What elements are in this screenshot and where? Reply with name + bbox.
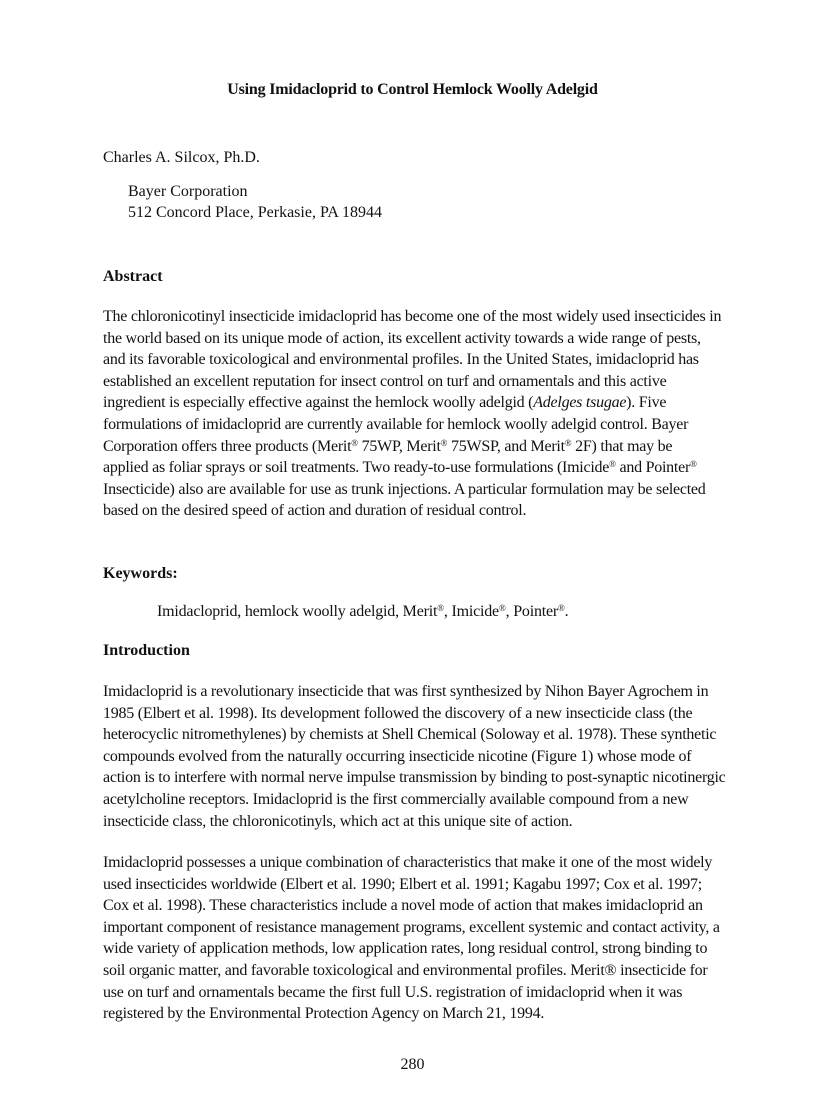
text-line <box>103 436 748 458</box>
abstract-heading: Abstract <box>103 268 163 285</box>
text-line: use on turf and ornamentals became the first full U.S. registration of imidacloprid when it was <box>103 983 683 1001</box>
introduction-paragraph-2 <box>103 852 748 1025</box>
text-line: established an excellent reputation for insect control on turf and ornamentals and this active <box>103 372 667 390</box>
text-line: important component of resistance management programs, excellent systemic and contact activity, a <box>103 918 720 936</box>
text-line: action is to interfere with normal nerve impulse transmission by binding to post-synaptic nicotinergic <box>103 769 726 787</box>
registered-mark: ® <box>437 603 444 613</box>
text-segment: Imidacloprid, hemlock woolly adelgid, Merit <box>157 603 438 620</box>
text-segment: ). Five <box>626 394 667 412</box>
text-segment: , Imicide <box>443 603 499 620</box>
text-segment: 2F) that may be <box>571 437 673 455</box>
registered-mark: ® <box>351 437 358 448</box>
text-segment: applied as foliar sprays or soil treatments. Two ready-to-use formulations (Imicide <box>103 459 610 477</box>
text-segment: 75WP, Merit <box>357 437 441 455</box>
text-line <box>103 457 748 479</box>
text-line: heterocyclic nitromethylenes) by chemists at Shell Chemical (Soloway et al. 1978). These synthetic <box>103 726 717 744</box>
text-line: the world based on its unique mode of action, its excellent activity towards a wide range of pests, <box>103 329 701 347</box>
author-name: Charles A. Silcox, Ph.D. <box>103 149 260 166</box>
text-line: and its favorable toxicological and environmental profiles. In the United States, imidacloprid has <box>103 351 699 369</box>
abstract-paragraph <box>103 306 748 522</box>
keywords-list <box>157 603 568 621</box>
text-segment: Corporation offers three products (Merit <box>103 437 352 455</box>
text-line: used insecticides worldwide (Elbert et al. 1990; Elbert et al. 1991; Kagabu 1997; Cox et al. 1997; <box>103 875 702 893</box>
text-line: acetylcholine receptors. Imidacloprid is the first commercially available compound from a new <box>103 790 689 808</box>
text-segment: . <box>564 603 569 620</box>
introduction-heading: Introduction <box>103 642 190 659</box>
text-line: Cox et al. 1998). These characteristics include a novel mode of action that makes imidacloprid an <box>103 897 703 915</box>
text-line: compounds evolved from the naturally occurring insecticide nicotine (Figure 1) whose mode of <box>103 747 692 765</box>
registered-mark: ® <box>558 603 565 613</box>
paper-title: Using Imidacloprid to Control Hemlock Woolly Adelgid <box>227 81 598 98</box>
text-line: The chloronicotinyl insecticide imidacloprid has become one of the most widely used insecticides in <box>103 308 722 325</box>
introduction-paragraph-1 <box>103 681 748 832</box>
text-line: insecticide class, the chloronicotinyls, which act at this unique site of action. <box>103 812 573 830</box>
text-segment: ingredient is especially effective against the hemlock woolly adelgid ( <box>103 394 534 412</box>
text-line: wide variety of application methods, low application rates, long residual control, strong binding to <box>103 940 708 958</box>
species-name: Adelges tsugae <box>533 394 627 412</box>
page-number: 280 <box>400 1056 425 1073</box>
text-line: soil organic matter, and favorable toxicological and environmental profiles. Merit® insecticide for <box>103 961 708 979</box>
text-line: 1985 (Elbert et al. 1998). Its development followed the discovery of a new insecticide class (the <box>103 704 693 722</box>
text-line <box>103 392 748 414</box>
keywords-heading: Keywords: <box>103 565 178 582</box>
affiliation-address: 512 Concord Place, Perkasie, PA 18944 <box>128 204 383 221</box>
text-segment: , Pointer <box>505 603 559 620</box>
text-segment: 75WSP, and Merit <box>447 437 565 455</box>
text-line: Insecticide) also are available for use as trunk injections. A particular formulation may be selected <box>103 480 706 498</box>
text-segment: and Pointer <box>615 459 691 477</box>
text-line: based on the desired speed of action and duration of residual control. <box>103 502 527 520</box>
text-line: Imidacloprid is a revolutionary insecticide that was first synthesized by Nihon Bayer Agrochem in <box>103 683 709 700</box>
registered-mark: ® <box>609 459 616 470</box>
registered-mark: ® <box>440 437 448 448</box>
text-line: Imidacloprid possesses a unique combination of characteristics that make it one of the most widely <box>103 854 713 871</box>
text-line: formulations of imidacloprid are currently available for hemlock woolly adelgid control. Bayer <box>103 415 689 433</box>
registered-mark: ® <box>690 459 697 470</box>
affiliation-organization: Bayer Corporation <box>128 183 248 200</box>
registered-mark: ® <box>498 603 506 613</box>
registered-mark: ® <box>564 437 572 448</box>
text-line: registered by the Environmental Protection Agency on March 21, 1994. <box>103 1005 545 1023</box>
